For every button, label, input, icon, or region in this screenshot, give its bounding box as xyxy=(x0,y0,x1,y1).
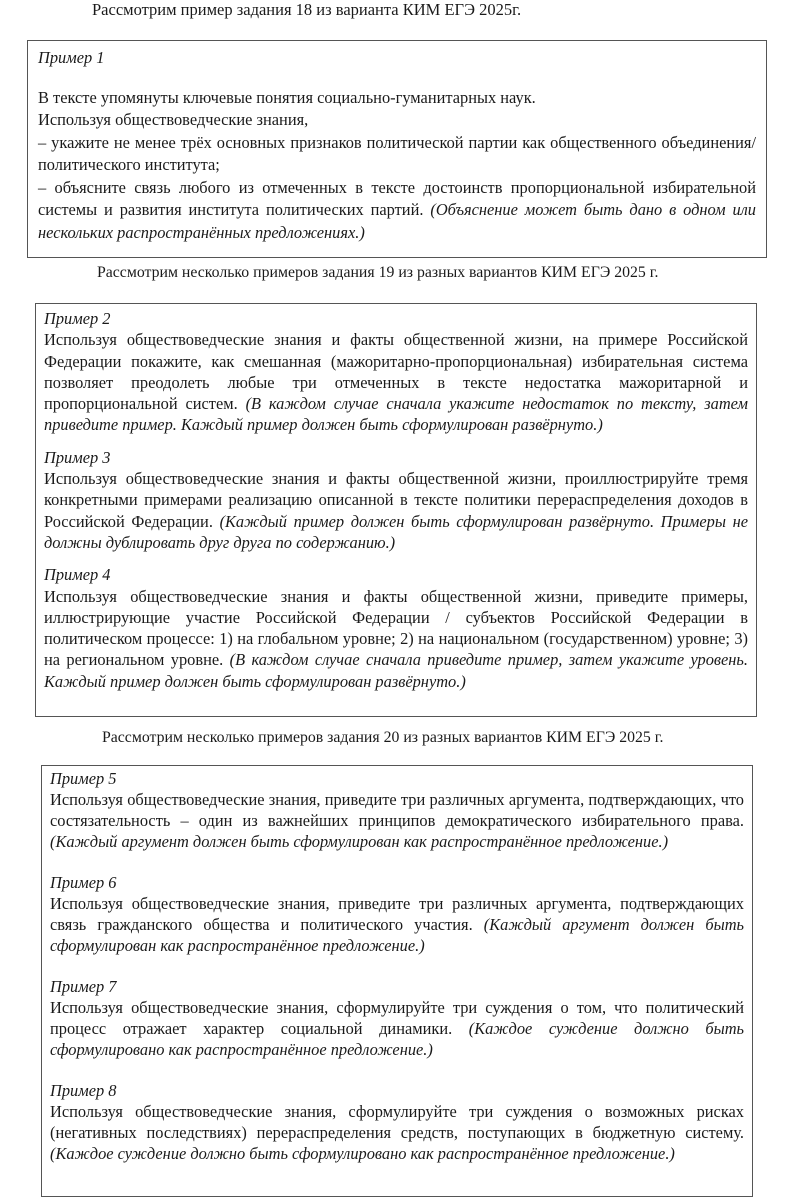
example-body xyxy=(50,1101,744,1164)
example-body xyxy=(50,997,744,1060)
example-body xyxy=(44,329,748,435)
example-note: (Каждый аргумент должен быть сформулирован как распространённое предложение.) xyxy=(50,915,744,955)
example-body xyxy=(44,586,748,692)
example-title: Пример 2 xyxy=(44,309,111,328)
example-note: (В каждом случае сначала укажите недостаток по тексту, затем приведите пример. Каждый пример должен быть сформулирован развёрнуто.) xyxy=(44,394,748,435)
example-line: В тексте упомянуты ключевые понятия социально-гуманитарных наук. xyxy=(38,87,536,107)
task20-heading: Рассмотрим несколько примеров задания 20 из разных вариантов КИМ ЕГЭ 2025 г. xyxy=(102,729,664,746)
example-body-text: Используя обществоведческие знания и факты общественной жизни, приведите примеры, иллюстрирующие участие Российской Федерации / субъектов Российской Федерации в политическом процессе: 1) на глобальном уровне; 2) на национальном (государственном) уровне; 3) на региональном уровне. xyxy=(44,586,748,670)
example-title: Пример 4 xyxy=(44,565,111,585)
example-line: Используя обществоведческие знания, xyxy=(38,110,309,129)
example-title: Пример 1 xyxy=(38,48,105,67)
example-title: Пример 7 xyxy=(50,977,117,996)
example-box-task18 xyxy=(27,40,767,258)
example-box-task19 xyxy=(35,303,757,717)
example-body-text: Используя обществоведческие знания, приведите три различных аргумента, подтверждающих, что состязательность – один из важнейших принципов демократического избирательного права. xyxy=(50,790,744,830)
example-note: (Объяснение может быть дано в одном или нескольких распространённых предложениях.) xyxy=(38,200,756,242)
example-title: Пример 6 xyxy=(50,873,117,892)
example-4 xyxy=(44,564,748,692)
example-box-task20 xyxy=(41,765,753,1197)
example-body-text: Используя обществоведческие знания и факты общественной жизни, проиллюстрируйте тремя конкретными примерами реализацию описанной в тексте политики перераспределения доходов в Российской Федерации. xyxy=(44,469,748,531)
example-2 xyxy=(44,308,748,436)
example-body xyxy=(44,468,748,553)
example-title: Пример 3 xyxy=(44,447,111,467)
example-3 xyxy=(44,447,748,553)
task18-heading: Рассмотрим пример задания 18 из варианта КИМ ЕГЭ 2025г. xyxy=(92,0,522,19)
example-body-text: Используя обществоведческие знания, сформулируйте три суждения о возможных рисках (негативных последствиях) перераспределения средств, поступающих в бюджетную систему. xyxy=(50,1102,744,1142)
example-6 xyxy=(50,872,744,956)
example-note: (Каждое суждение должно быть сформулировано как распространённое предложение.) xyxy=(50,1144,675,1163)
example-body-text: Используя обществоведческие знания, сформулируйте три суждения о том, что политический процесс отражает характер социальной динамики. xyxy=(50,998,744,1038)
example-note: (Каждый аргумент должен быть сформулирован как распространённое предложение.) xyxy=(50,832,669,851)
example-body-text: – объясните связь любого из отмеченных в тексте достоинств пропорциональной избирательной системы и развития института политических партий. xyxy=(38,177,756,219)
example-body xyxy=(50,893,744,956)
example-note: (Каждый пример должен быть сформулирован развёрнуто. Примеры не должны дублировать друг друга по содержанию.) xyxy=(44,511,748,552)
example-body-text: Используя обществоведческие знания и факты общественной жизни, на примере Российской Федерации покажите, как смешанная (мажоритарно-пропорциональная) избирательная система позволяет преодолеть любые три отмеченных в тексте недостатка мажоритарной и пропорциональной систем. xyxy=(44,330,748,414)
example-body xyxy=(38,177,756,245)
example-8 xyxy=(50,1080,744,1164)
example-line: – укажите не менее трёх основных признаков политической партии как общественного объединения/политического института; xyxy=(38,132,756,174)
example-5 xyxy=(50,768,744,852)
example-title: Пример 5 xyxy=(50,769,117,788)
example-note: (В каждом случае сначала приведите пример, затем укажите уровень. Каждый пример должен быть сформулирован развёрнуто.) xyxy=(44,650,748,691)
example-body-text: Используя обществоведческие знания, приведите три различных аргумента, подтверждающих связь гражданского общества и политического участия. xyxy=(50,894,744,934)
task19-heading: Рассмотрим несколько примеров задания 19 из разных вариантов КИМ ЕГЭ 2025 г. xyxy=(97,264,659,281)
example-body xyxy=(50,789,744,852)
example-7 xyxy=(50,976,744,1060)
example-title: Пример 8 xyxy=(50,1081,117,1100)
example-note: (Каждое суждение должно быть сформулировано как распространённое предложение.) xyxy=(50,1019,744,1059)
